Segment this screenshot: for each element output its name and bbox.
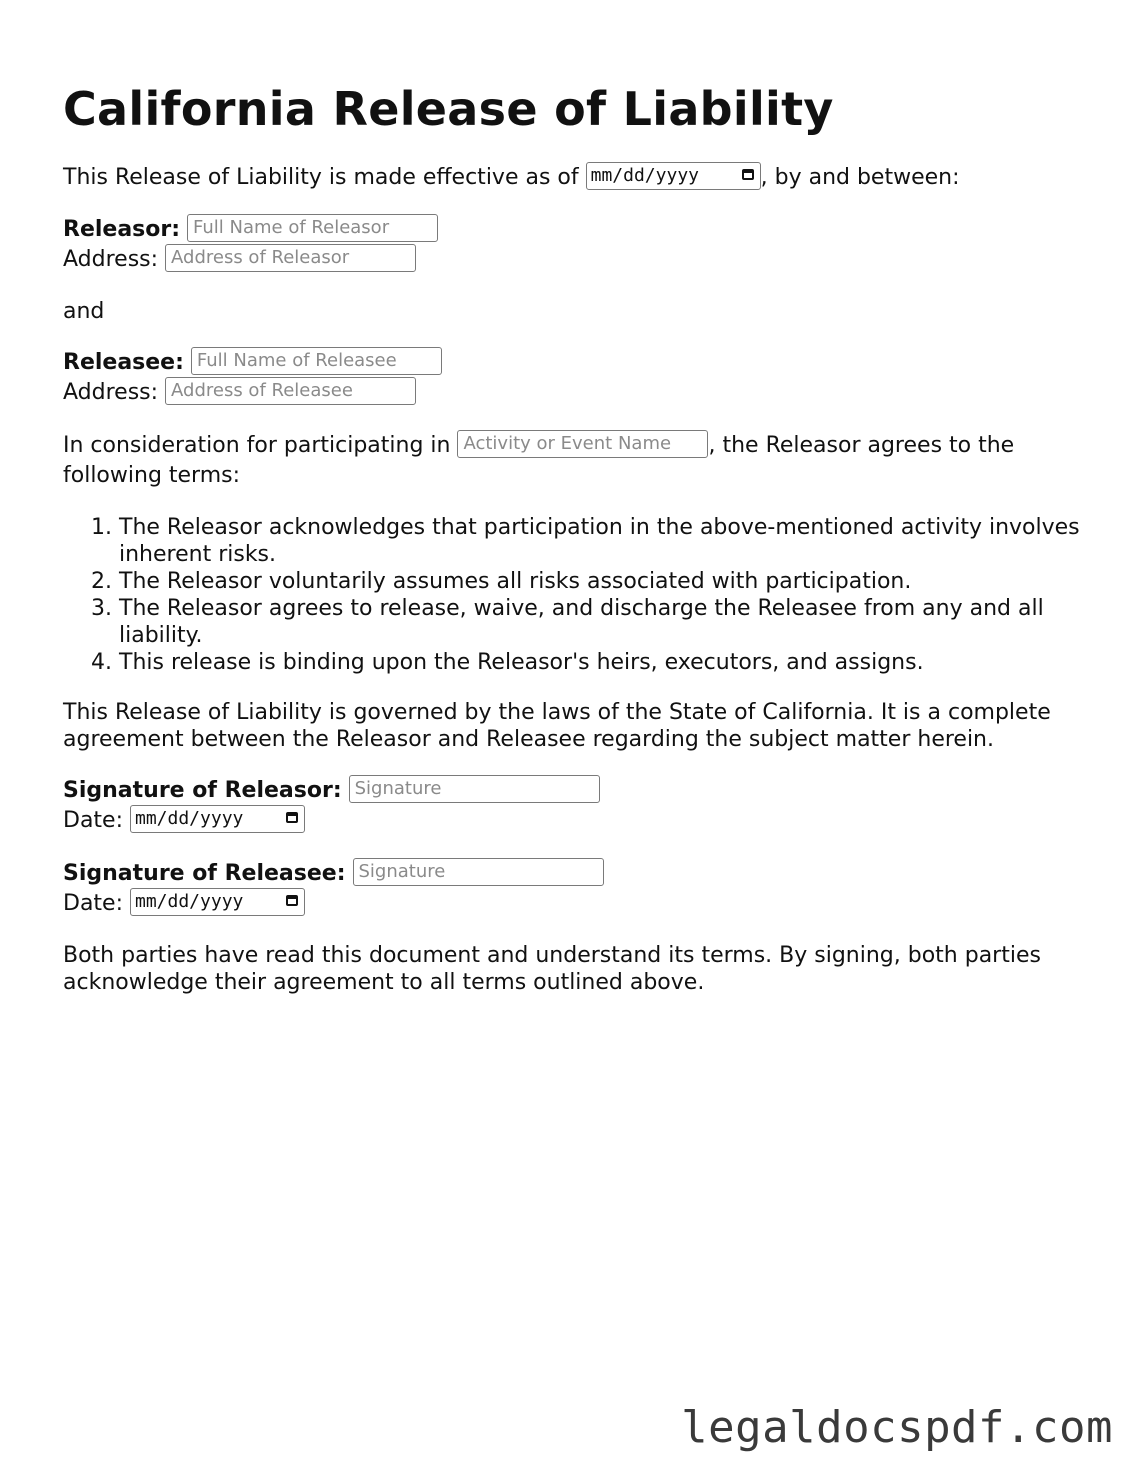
- page-title: California Release of Liability: [63, 82, 834, 136]
- releasee-date-placeholder: mm/dd/yyyy: [135, 891, 244, 912]
- consideration-text-before: In consideration for participating in: [63, 433, 451, 458]
- effective-date-placeholder: mm/dd/yyyy: [590, 165, 699, 186]
- releasor-signature-section: [63, 776, 1083, 836]
- watermark: legaldocspdf.com: [681, 1402, 1113, 1453]
- releasor-signature-input[interactable]: Signature: [349, 775, 600, 803]
- calendar-icon[interactable]: [286, 895, 298, 906]
- calendar-icon[interactable]: [286, 812, 298, 823]
- releasee-label: Releasee:: [63, 350, 184, 375]
- intro-text-before: This Release of Liability is made effective as of: [63, 165, 579, 190]
- closing-paragraph: Both parties have read this document and understand its terms. By signing, both parties acknowledge their agreement to all terms outlined above.: [63, 943, 1041, 995]
- releasor-name-input[interactable]: Full Name of Releasor: [187, 214, 438, 242]
- releasee-date-label: Date:: [63, 891, 123, 916]
- releasee-signature-input[interactable]: Signature: [353, 858, 604, 886]
- releasor-name-row: [63, 215, 1083, 245]
- calendar-icon[interactable]: [742, 169, 754, 180]
- releasor-label: Releasor:: [63, 217, 181, 242]
- releasor-section: [63, 215, 1083, 275]
- consideration-paragraph: [63, 431, 1083, 491]
- governing-paragraph: This Release of Liability is governed by the laws of the State of California. It is a complete agreement between the Releasor and Releasee regarding the subject matter herein.: [63, 700, 1051, 752]
- releasee-section: [63, 348, 1083, 408]
- releasee-date-row: [63, 889, 1083, 919]
- releasee-address-input[interactable]: Address of Releasee: [165, 377, 416, 405]
- activity-name-input[interactable]: Activity or Event Name: [457, 430, 708, 458]
- list-item: 1. The Releasor acknowledges that participation in the above-mentioned activity involves inherent risks.: [119, 514, 1083, 568]
- terms-list: [63, 514, 1083, 676]
- releasor-signature-row: [63, 776, 1083, 806]
- releasee-signature-label: Signature of Releasee:: [63, 861, 346, 886]
- releasee-address-row: [63, 378, 1083, 408]
- document-page: [63, 78, 1083, 996]
- releasee-signature-row: [63, 859, 1083, 889]
- releasee-signature-section: [63, 859, 1083, 919]
- intro-text-after: , by and between:: [760, 165, 960, 190]
- releasee-name-input[interactable]: Full Name of Releasee: [191, 347, 442, 375]
- releasor-date-row: [63, 806, 1083, 836]
- list-item: 3. The Releasor agrees to release, waive, and discharge the Releasee from any and all liability.: [119, 595, 1083, 649]
- list-item: 4. This release is binding upon the Releasor's heirs, executors, and assigns.: [119, 649, 1083, 676]
- effective-date-input[interactable]: [586, 162, 761, 190]
- releasor-date-input[interactable]: [130, 805, 305, 833]
- releasee-name-row: [63, 348, 1083, 378]
- releasee-date-input[interactable]: [130, 888, 305, 916]
- releasor-address-input[interactable]: Address of Releasor: [165, 244, 416, 272]
- releasor-date-label: Date:: [63, 808, 123, 833]
- and-text: and: [63, 299, 105, 324]
- releasor-address-row: [63, 245, 1083, 275]
- releasor-address-label: Address:: [63, 247, 159, 272]
- releasor-signature-label: Signature of Releasor:: [63, 778, 342, 803]
- list-item: 2. The Releasor voluntarily assumes all risks associated with participation.: [119, 568, 1083, 595]
- releasee-address-label: Address:: [63, 380, 159, 405]
- releasor-date-placeholder: mm/dd/yyyy: [135, 808, 244, 829]
- intro-paragraph: [63, 164, 1083, 192]
- consideration-text-after: , the Releasor agrees to the following terms:: [63, 433, 1015, 488]
